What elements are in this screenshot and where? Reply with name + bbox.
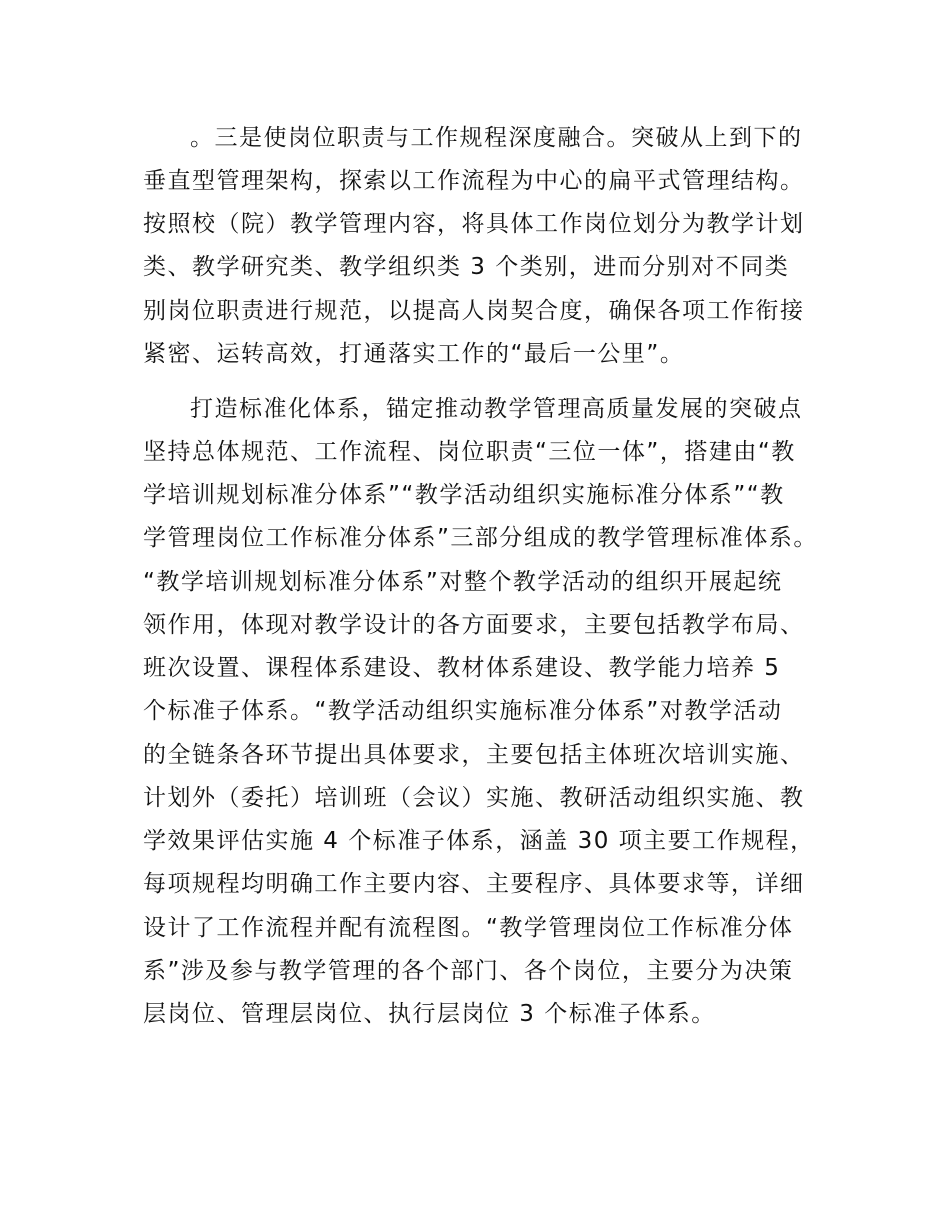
- text-line: 设计了工作流程并配有流程图。“教学管理岗位工作标准分体: [143, 915, 794, 941]
- text-line: 类、教学研究类、教学组织类 3 个类别，进而分别对不同类: [143, 254, 790, 280]
- text-line: 垂直型管理架构，探索以工作流程为中心的扁平式管理结构。: [143, 168, 805, 194]
- text-line: 别岗位职责进行规范，以提高人岗契合度，确保各项工作衔接: [143, 298, 805, 324]
- text-line: 层岗位、管理层岗位、执行层岗位 3 个标准子体系。: [143, 1001, 716, 1027]
- text-line: 的全链条各环节提出具体要求，主要包括主体班次培训实施、: [143, 742, 805, 768]
- text-line: 坚持总体规范、工作流程、岗位职责“三位一体”，搭建由“教: [143, 439, 796, 465]
- text-line: 个标准子体系。“教学活动组织实施标准分体系”对教学活动: [143, 698, 783, 724]
- text-line: 紧密、运转高效，打通落实工作的“最后一公里”。: [143, 341, 685, 367]
- text-line: 领作用，体现对教学设计的各方面要求，主要包括教学布局、: [143, 612, 805, 638]
- text-line: 打造标准化体系，锚定推动教学管理高质量发展的突破点: [190, 396, 803, 422]
- text-line: 。三是使岗位职责与工作规程深度融合。突破从上到下的: [190, 125, 803, 151]
- text-line: 班次设置、课程体系建设、教材体系建设、教学能力培养 5: [143, 655, 781, 681]
- text-line: 学效果评估实施 4 个标准子体系，涵盖 30 项主要工作规程，: [143, 828, 815, 854]
- text-line: 学培训规划标准分体系”“教学活动组织实施标准分体系”“教: [143, 482, 785, 508]
- text-line: 学管理岗位工作标准分体系”三部分组成的教学管理标准体系。: [143, 525, 818, 551]
- text-line: 按照校（院）教学管理内容，将具体工作岗位划分为教学计划: [143, 211, 805, 237]
- text-line: 系”涉及参与教学管理的各个部门、各个岗位，主要分为决策: [143, 958, 794, 984]
- text-line: “教学培训规划标准分体系”对整个教学活动的组织开展起统: [143, 569, 783, 595]
- text-line: 每项规程均明确工作主要内容、主要程序、具体要求等，详细: [143, 871, 805, 897]
- text-line: 计划外（委托）培训班（会议）实施、教研活动组织实施、教: [143, 785, 805, 811]
